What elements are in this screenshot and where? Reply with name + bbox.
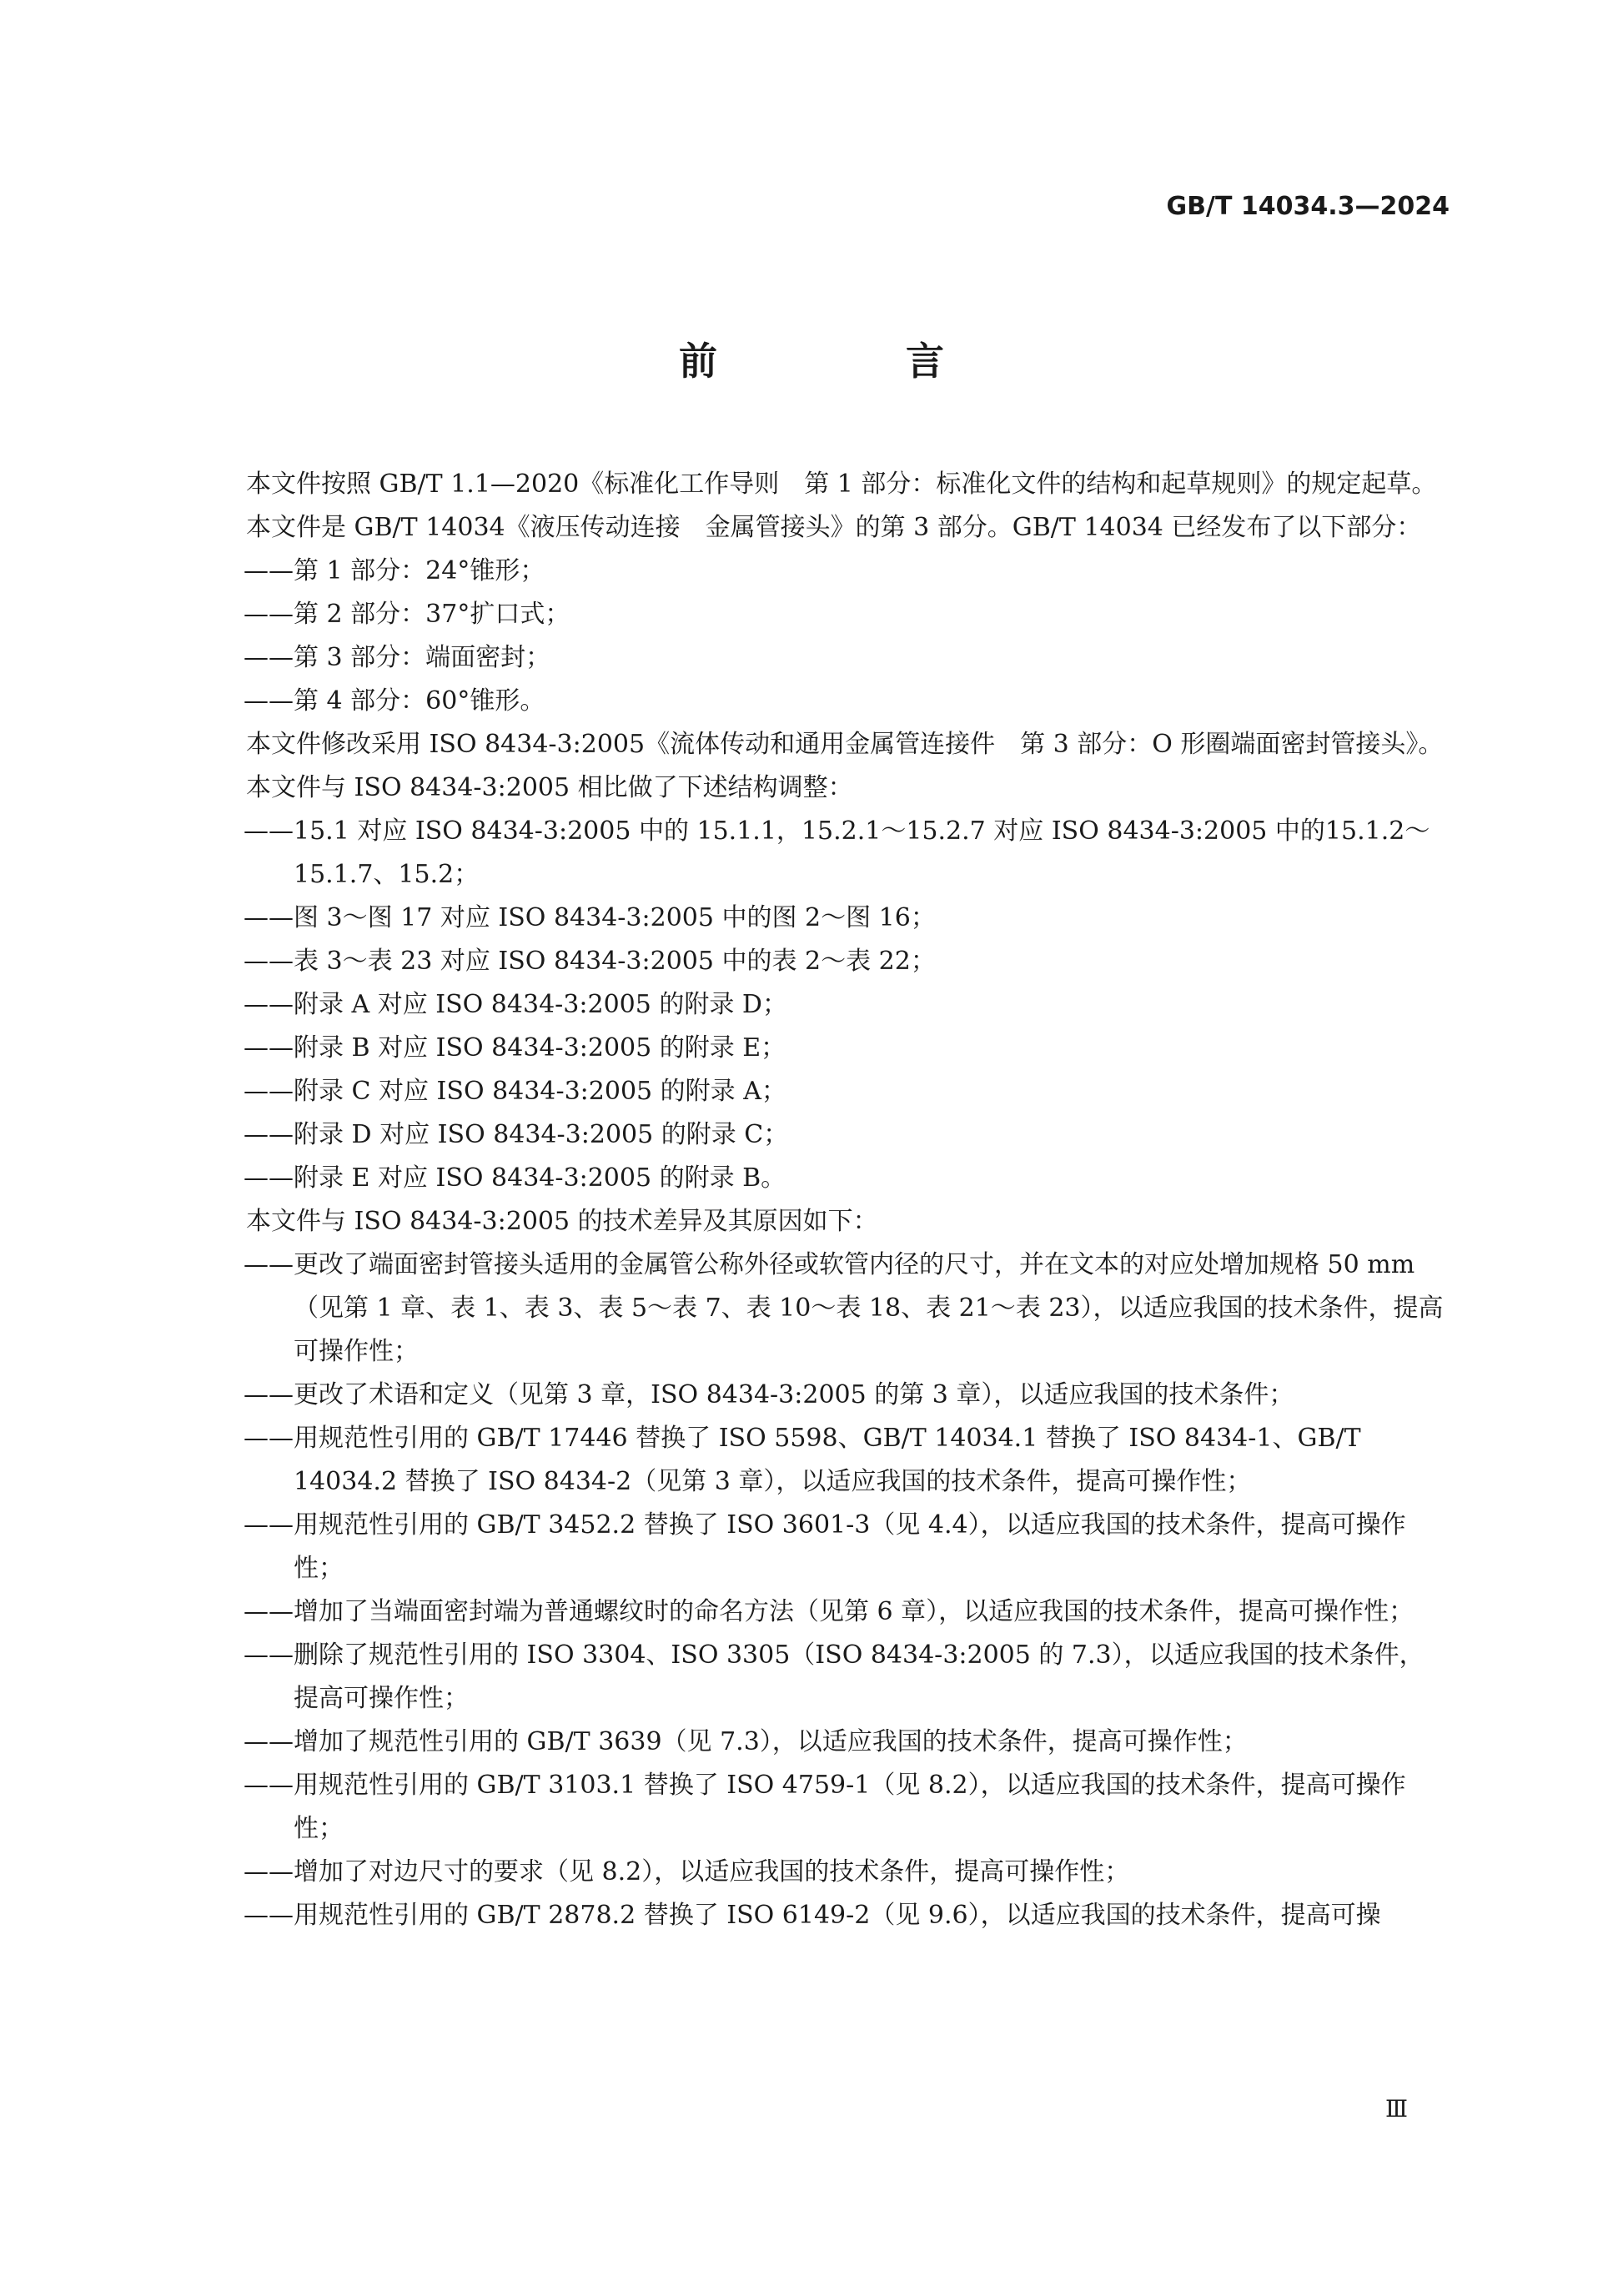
list-item: ——附录 D 对应 ISO 8434-3:2005 的附录 C；	[244, 1120, 789, 1149]
page-number: Ⅲ	[1384, 2095, 1408, 2123]
list-item: ——用规范性引用的 GB/T 3452.2 替换了 ISO 3601-3（见 4.4），以适应我国的技术条件，提高可操作性；	[244, 1510, 1406, 1583]
list-item: ——删除了规范性引用的 ISO 3304、ISO 3305（ISO 8434-3:2005 的 7.3），以适应我国的技术条件，提高可操作性；	[244, 1640, 1425, 1713]
list-item: ——第 1 部分：24°锥形；	[244, 556, 545, 585]
list-item: ——增加了当端面密封端为普通螺纹时的命名方法（见第 6 章），以适应我国的技术条件，提高可操作性；	[244, 1597, 1414, 1626]
paragraph: 本文件修改采用 ISO 8434-3:2005《流体传动和通用金属管连接件 第 3 部分：O 形圈端面密封管接头》。	[246, 730, 1444, 759]
paragraph: 本文件是 GB/T 14034《液压传动连接 金属管接头》的第 3 部分。GB/T 14034 已经发布了以下部分：	[246, 513, 1422, 542]
list-item: ——附录 E 对应 ISO 8434-3:2005 的附录 B。	[244, 1163, 786, 1193]
list-item: ——用规范性引用的 GB/T 3103.1 替换了 ISO 4759-1（见 8.2），以适应我国的技术条件，提高可操作性；	[244, 1771, 1406, 1843]
list-item: ——第 2 部分：37°扩口式；	[244, 600, 570, 629]
list-item: ——图 3～图 17 对应 ISO 8434-3:2005 中的图 2～图 16；	[244, 903, 936, 932]
list-item: ——第 3 部分：端面密封；	[244, 643, 551, 672]
list-item: ——用规范性引用的 GB/T 2878.2 替换了 ISO 6149-2（见 9.6），以适应我国的技术条件，提高可操	[244, 1901, 1381, 1930]
list-item: ——增加了对边尺寸的要求（见 8.2），以适应我国的技术条件，提高可操作性；	[244, 1857, 1130, 1887]
list-item: ——表 3～表 23 对应 ISO 8434-3:2005 中的表 2～表 22；	[244, 947, 936, 976]
page-title: 前 言	[679, 339, 1019, 384]
list-item: ——用规范性引用的 GB/T 17446 替换了 ISO 5598、GB/T 14034.1 替换了 ISO 8434-1、GB/T 14034.2 替换了 ISO 8434-2（见第 3 章），以适应我国的技术条件，提高可操作性；	[244, 1424, 1361, 1496]
list-item: ——15.1 对应 ISO 8434-3:2005 中的 15.1.1，15.2.1～15.2.7 对应 ISO 8434-3:2005 中的15.1.2～15.1.7、15.2；	[244, 816, 1430, 889]
list-item: ——附录 B 对应 ISO 8434-3:2005 的附录 E；	[244, 1033, 786, 1063]
paragraph: 本文件按照 GB/T 1.1—2020《标准化工作导则 第 1 部分：标准化文件的结构和起草规则》的规定起草。	[246, 470, 1437, 499]
paragraph: 本文件与 ISO 8434-3:2005 的技术差异及其原因如下：	[246, 1207, 878, 1236]
list-item: ——更改了端面密封管接头适用的金属管公称外径或软管内径的尺寸，并在文本的对应处增加规格 50 mm（见第 1 章、表 1、表 3、表 5～表 7、表 10～表 18、表 21～表 23），以适应我国的技术条件，提高可操作性；	[244, 1250, 1444, 1366]
list-item: ——附录 C 对应 ISO 8434-3:2005 的附录 A；	[244, 1077, 786, 1106]
list-item: ——增加了规范性引用的 GB/T 3639（见 7.3），以适应我国的技术条件，提高可操作性；	[244, 1727, 1248, 1756]
paragraph: 本文件与 ISO 8434-3:2005 相比做了下述结构调整：	[246, 773, 853, 802]
list-item: ——附录 A 对应 ISO 8434-3:2005 的附录 D；	[244, 990, 787, 1019]
list-item: ——第 4 部分：60°锥形。	[244, 686, 545, 716]
list-item: ——更改了术语和定义（见第 3 章，ISO 8434-3:2005 的第 3 章），以适应我国的技术条件；	[244, 1380, 1294, 1409]
document-body	[196, 463, 1447, 1937]
document-code: GB/T 14034.3—2024	[1166, 192, 1450, 221]
